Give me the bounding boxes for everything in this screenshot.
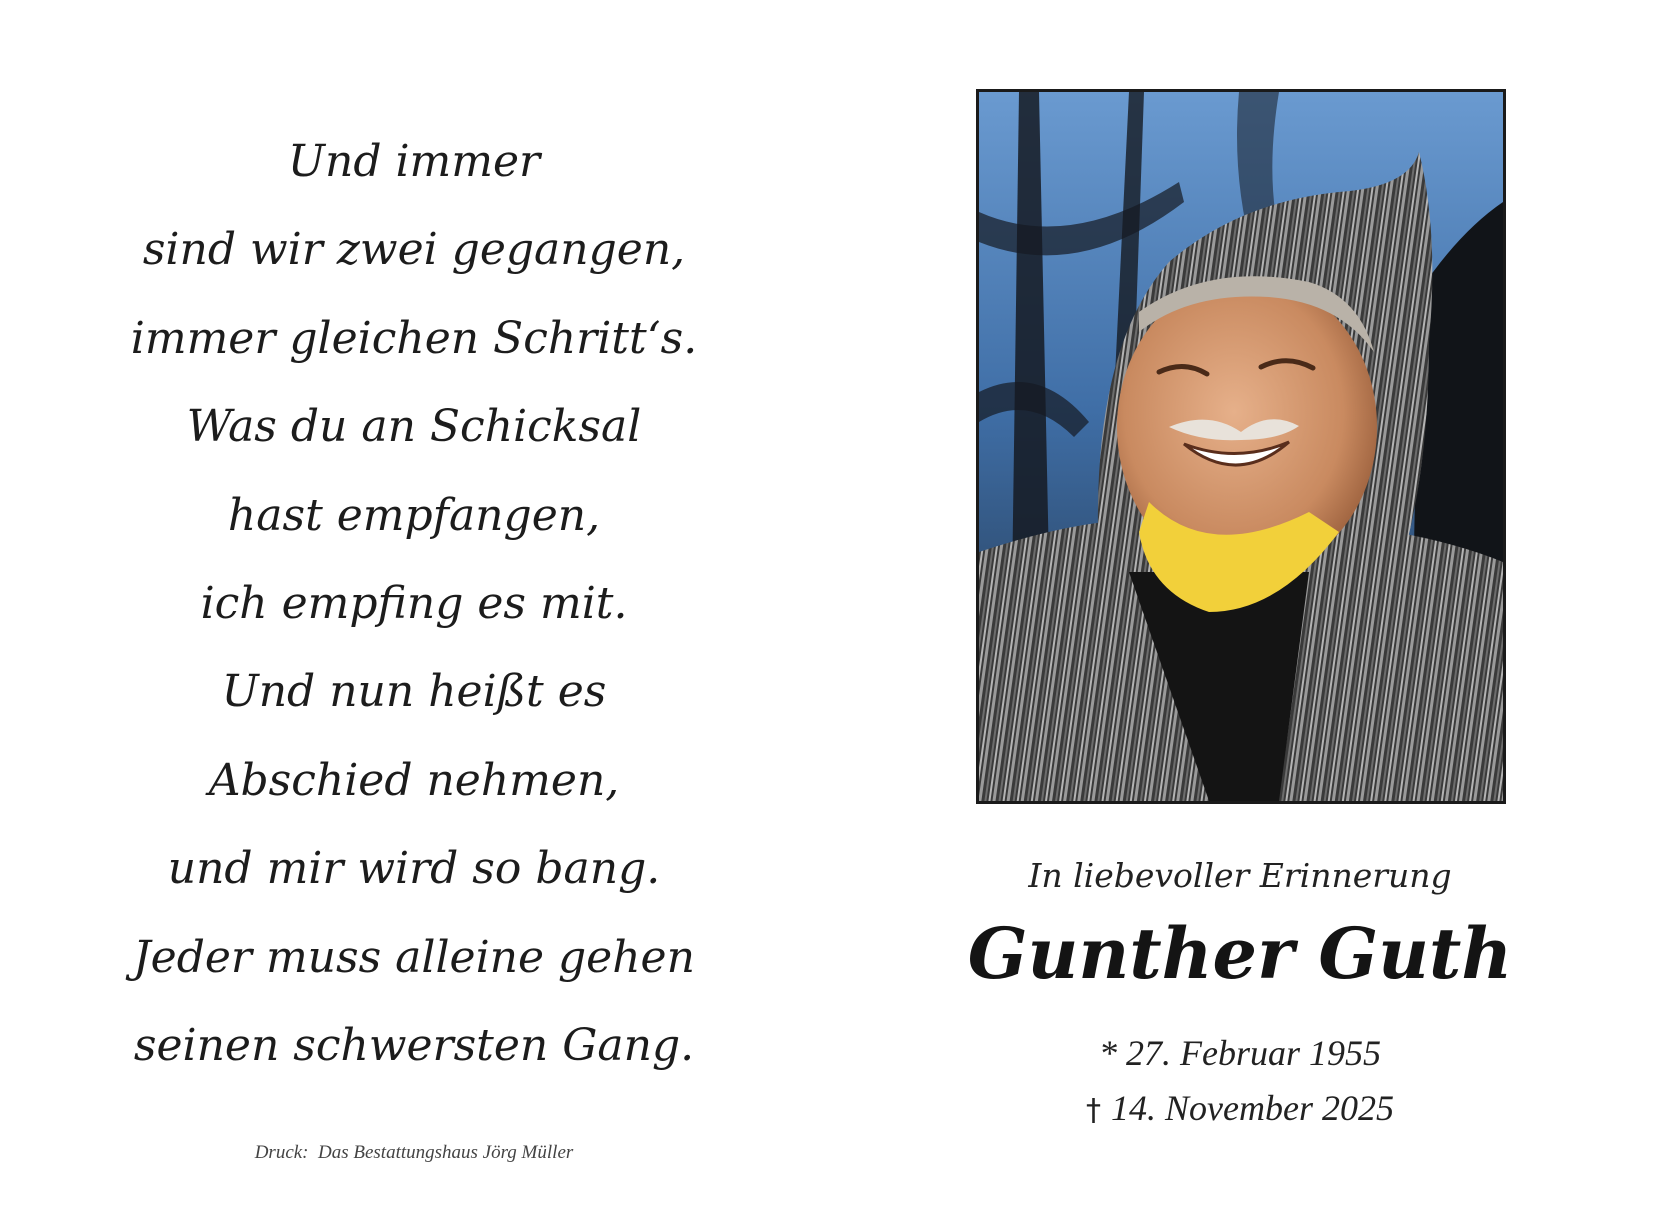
poem-line: Und nun heißt es [221, 666, 607, 718]
birth-date: * 27. Februar 1955 [1099, 1033, 1381, 1073]
poem-line: Abschied nehmen, [208, 754, 620, 806]
poem-line: Und immer [287, 136, 541, 187]
portrait-illustration [979, 92, 1503, 801]
death-date: 14. November 2025 [1111, 1088, 1394, 1128]
poem-line: Jeder muss alleine gehen [133, 931, 695, 983]
poem-line: sind wir zwei gegangen, [142, 224, 686, 276]
deceased-name: Gunther Guth [967, 912, 1513, 995]
printer-credit: Druck: Das Bestattungshaus Jörg Müller [254, 1142, 574, 1163]
cross-icon: † [1086, 1093, 1102, 1128]
poem-line: Was du an Schicksal [186, 401, 642, 453]
poem-line: ich empfing es mit. [200, 577, 628, 629]
poem-block [60, 118, 768, 1090]
poem-line: hast empfangen, [227, 489, 601, 541]
poem-line: seinen schwersten Gang. [133, 1019, 695, 1071]
memorial-subtitle: In liebevoller Erinnerung [1028, 856, 1452, 895]
death-line [940, 1086, 1540, 1133]
poem-line: immer gleichen Schritt‘s. [130, 312, 698, 364]
poem-line: und mir wird so bang. [167, 843, 661, 895]
portrait-photo [976, 89, 1506, 804]
